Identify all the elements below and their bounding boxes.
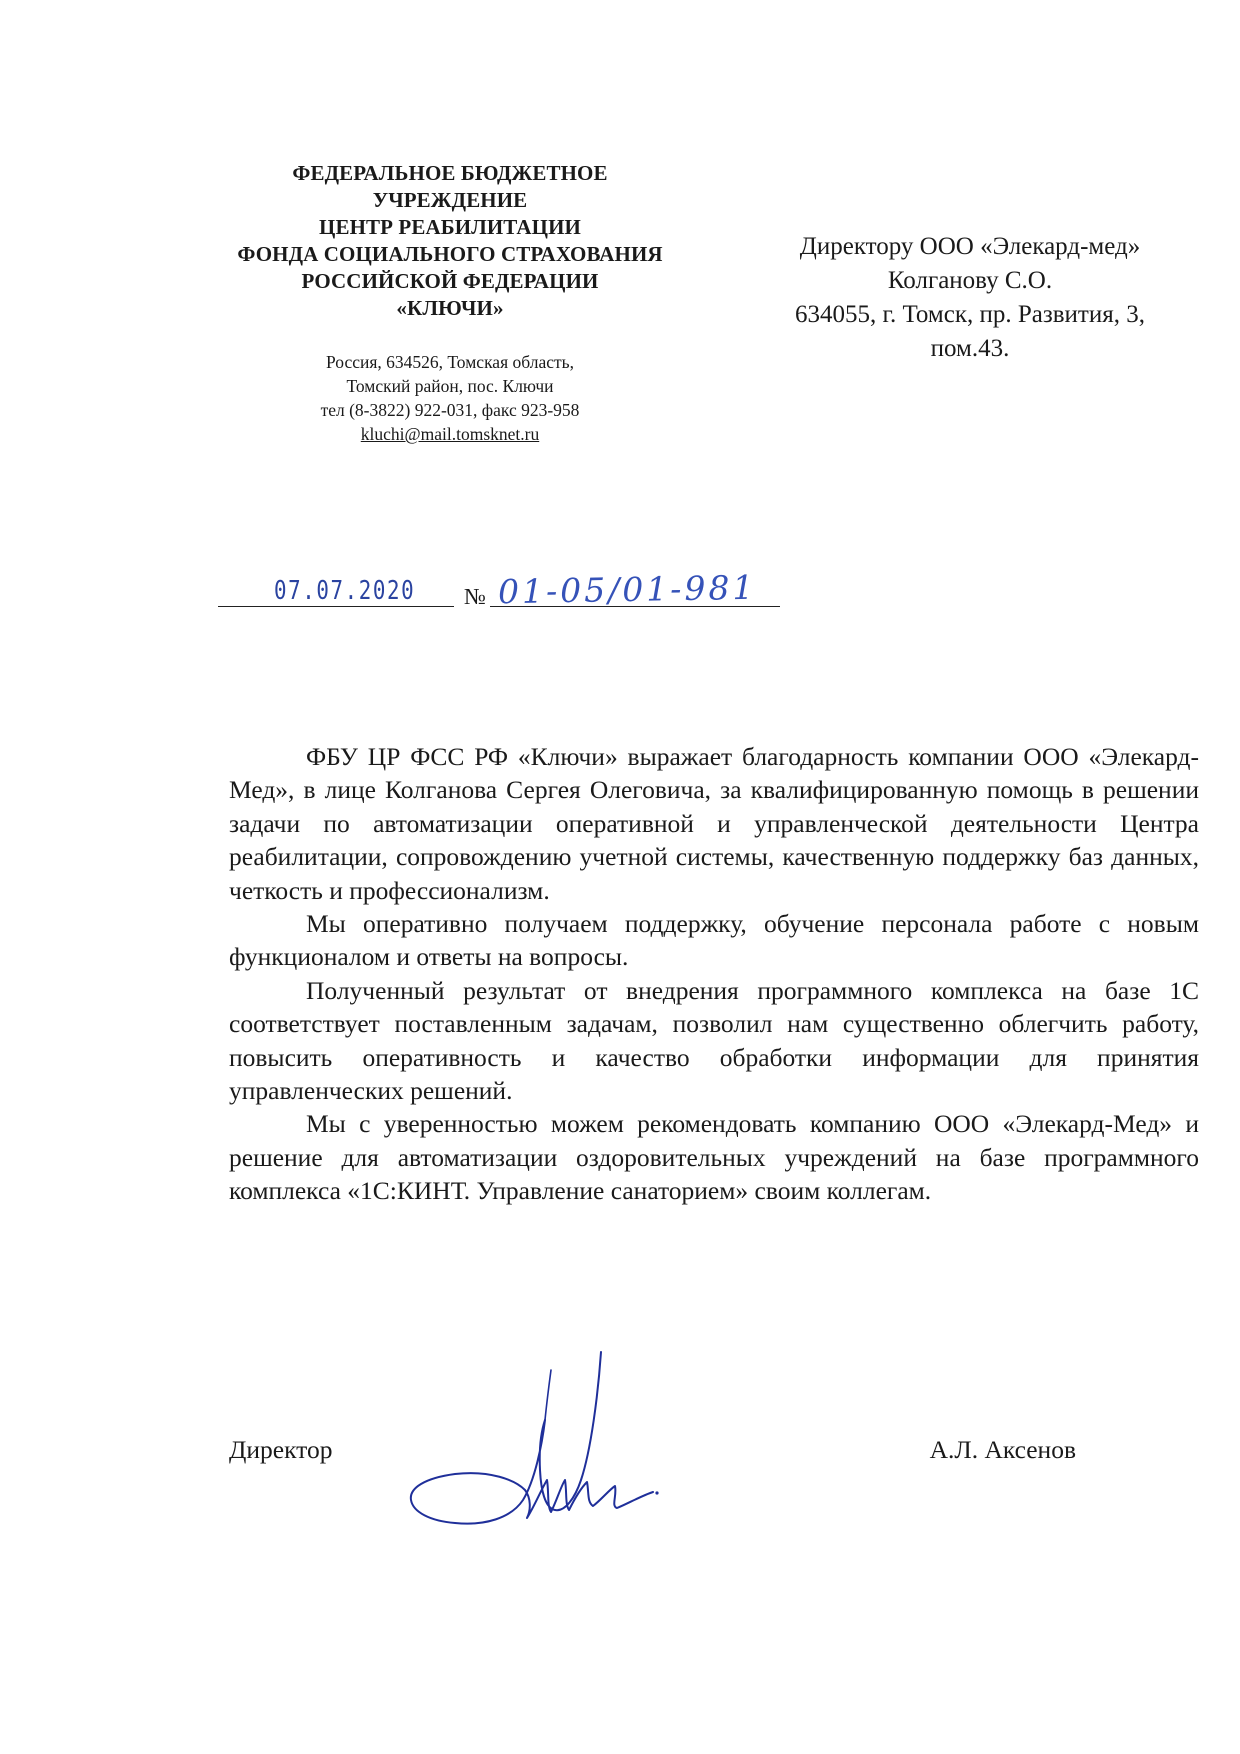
number-underline <box>490 606 780 607</box>
body-paragraph: Полученный результат от внедрения программного комплекса на базе 1С соответствует поставленным задачам, позволил нам существенно облегчить работу, повысить оперативность и качество обработки информации для принятия управленческих решений. <box>229 975 1199 1106</box>
number-label: № <box>464 584 486 609</box>
letter-body <box>229 740 1199 1208</box>
recipient-line: Директору ООО «Элекард-мед» <box>799 233 1141 260</box>
org-name-line: ЦЕНТР РЕАБИЛИТАЦИИ <box>319 215 581 239</box>
recipient-line: 634055, г. Томск, пр. Развития, 3, <box>795 301 1145 328</box>
org-name-line: «КЛЮЧИ» <box>396 296 504 320</box>
phone-fax-line: тел (8-3822) 922-031, факс 923-958 <box>320 400 580 420</box>
org-name-line: РОССИЙСКОЙ ФЕДЕРАЦИИ <box>301 269 599 293</box>
sender-organization <box>200 160 700 322</box>
body-paragraph: ФБУ ЦР ФСС РФ «Ключи» выражает благодарность компании ООО «Элекард-Мед», в лице Колганова Сергея Олеговича, за квалифицированную помощь в решении задачи по автоматизации оперативной и управленческой деятельности Центра реабилитации, сопровождению учетной системы, качественную поддержку баз данных, четкость и профессионализм. <box>229 742 1199 905</box>
registration-number: 01-05/01-981 <box>497 567 757 612</box>
handwritten-signature <box>395 1340 725 1550</box>
recipient-block <box>730 230 1210 366</box>
address-line: Томский район, пос. Ключи <box>346 376 554 396</box>
registration-date-stamp: 07.07.2020 <box>274 576 416 606</box>
address-line: Россия, 634526, Томская область, <box>326 352 574 372</box>
body-paragraph: Мы оперативно получаем поддержку, обучение персонала работе с новым функционалом и ответы на вопросы. <box>229 909 1199 972</box>
sender-address <box>250 350 650 446</box>
signatory-name: А.Л. Аксенов <box>929 1435 1076 1464</box>
body-paragraph: Мы с уверенностью можем рекомендовать компанию ООО «Элекард-Мед» и решение для автоматизации оздоровительных учреждений на базе программного комплекса «1С:КИНТ. Управление санаторием» своим коллегам. <box>229 1109 1199 1206</box>
org-name-line: УЧРЕЖДЕНИЕ <box>372 188 528 212</box>
org-name-line: ФОНДА СОЦИАЛЬНОГО СТРАХОВАНИЯ <box>237 242 663 266</box>
sender-email-link[interactable]: kluchi@mail.tomsknet.ru <box>360 424 540 444</box>
signatory-title: Директор <box>229 1435 333 1464</box>
recipient-line: Колганову С.О. <box>887 267 1053 294</box>
recipient-line: пом.43. <box>930 335 1010 362</box>
org-name-line: ФЕДЕРАЛЬНОЕ БЮДЖЕТНОЕ <box>292 161 608 185</box>
registration-row <box>218 560 778 610</box>
date-underline <box>218 606 454 607</box>
